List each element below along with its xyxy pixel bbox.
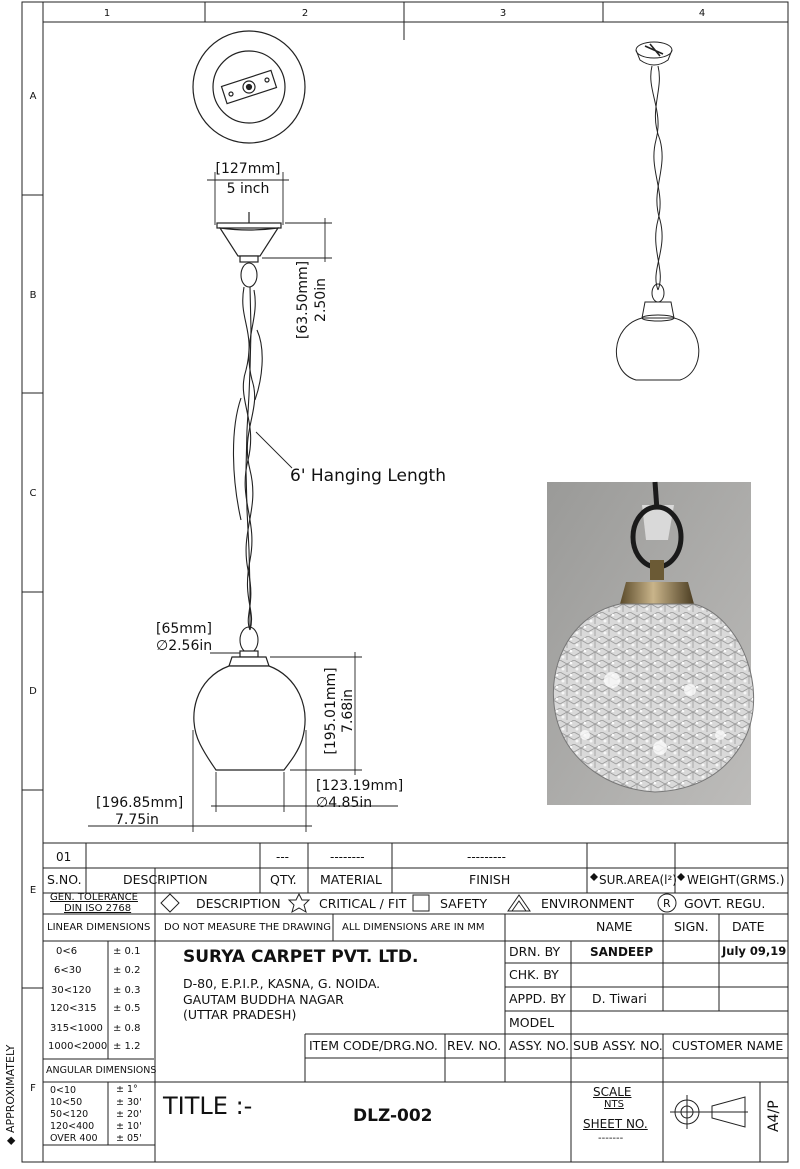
- angular-range: OVER 400: [50, 1133, 98, 1144]
- shade-height-mm: [195.01mm]: [323, 667, 339, 755]
- paper-size: A4/P: [766, 1100, 782, 1132]
- rev-no-header: REV. NO.: [447, 1038, 502, 1053]
- legend-govt-letter: R: [663, 897, 671, 910]
- linear-tol: ± 1.2: [113, 1041, 141, 1052]
- drn-date: July 09,19: [722, 944, 787, 958]
- bottom-dia-mm: [123.19mm]: [316, 778, 404, 794]
- sub-assy-header: SUB ASSY. NO.: [573, 1038, 663, 1053]
- chk-label: CHK. BY: [509, 967, 559, 982]
- header-finish: FINISH: [469, 872, 511, 887]
- legend-critical: CRITICAL / FIT: [319, 896, 407, 911]
- customer-name-header: CUSTOMER NAME: [672, 1038, 784, 1053]
- row01-material: --------: [330, 850, 365, 864]
- header-sur-area: SUR.AREA(l²): [599, 873, 677, 887]
- linear-tol: ± 0.3: [113, 985, 141, 996]
- grid-row-c: C: [29, 488, 37, 499]
- angular-tol: ± 1°: [116, 1084, 138, 1095]
- row01-finish: ---------: [467, 850, 506, 864]
- linear-range: 120<315: [50, 1003, 97, 1014]
- canopy-height-mm: [63.50mm]: [295, 260, 311, 340]
- canopy-width-in: 5 inch: [226, 181, 270, 197]
- linear-tol: ± 0.2: [113, 965, 141, 976]
- row01-qty: ---: [276, 850, 289, 864]
- canopy-top-view: [193, 31, 305, 143]
- grid-row-a: A: [29, 91, 37, 102]
- approximately-note: ◆ APPROXIMATELY: [4, 1044, 17, 1145]
- linear-tol: ± 0.1: [113, 946, 141, 957]
- title-value: DLZ-002: [353, 1106, 433, 1126]
- grid-col-2: 2: [301, 8, 309, 19]
- star-icon: [289, 894, 309, 912]
- weight-diamond-icon: [677, 873, 685, 881]
- company-address-2: GAUTAM BUDDHA NAGAR: [183, 992, 344, 1007]
- sheet-no-value: -------: [598, 1133, 624, 1144]
- hanging-length-leader: [256, 432, 292, 468]
- product-photo: [547, 482, 754, 805]
- legend-safety: SAFETY: [440, 896, 488, 911]
- header-qty: QTY.: [270, 872, 297, 887]
- header-description: DESCRIPTION: [123, 872, 208, 887]
- linear-tol: ± 0.8: [113, 1023, 141, 1034]
- company-address-3: (UTTAR PRADESH): [183, 1007, 297, 1022]
- grid-col-4: 4: [698, 8, 706, 19]
- angular-range: 50<120: [50, 1109, 89, 1120]
- grid-row-d: D: [29, 686, 37, 697]
- row01-sno: 01: [56, 850, 72, 864]
- appd-label: APPD. BY: [509, 991, 566, 1006]
- tolerance-title-1: GEN. TOLERANCE: [50, 892, 138, 903]
- note-measure: DO NOT MEASURE THE DRAWING: [164, 922, 332, 933]
- legend-environment: ENVIRONMENT: [541, 896, 635, 911]
- linear-range: 315<1000: [50, 1023, 103, 1034]
- scale-label: SCALE: [593, 1085, 632, 1099]
- grid-row-b: B: [29, 290, 37, 301]
- signoff-name-header: NAME: [596, 919, 633, 934]
- canopy-height-in: 2.50in: [313, 278, 329, 322]
- appd-name: D. Tiwari: [592, 991, 647, 1006]
- drn-name: SANDEEP: [590, 945, 654, 959]
- projection-symbol-icon: [670, 1095, 748, 1129]
- shade-width-mm: [196.85mm]: [96, 795, 184, 811]
- angular-dimensions-header: ANGULAR DIMENSIONS: [46, 1065, 157, 1076]
- grid-row-e: E: [29, 885, 37, 896]
- diamond-icon: [161, 894, 179, 912]
- canopy-width-mm: [127mm]: [215, 161, 281, 177]
- triangle-icon: [508, 895, 530, 911]
- scale-value: NTS: [604, 1099, 624, 1110]
- linear-range: 6<30: [54, 965, 82, 976]
- linear-dimensions-header: LINEAR DIMENSIONS: [47, 922, 151, 933]
- angular-tol: ± 20': [116, 1109, 142, 1120]
- angular-tol: ± 30': [116, 1097, 142, 1108]
- grid-col-3: 3: [499, 8, 507, 19]
- item-code-header: ITEM CODE/DRG.NO.: [309, 1038, 438, 1053]
- drn-label: DRN. BY: [509, 944, 561, 959]
- angular-range: 10<50: [50, 1097, 83, 1108]
- model-label: MODEL: [509, 1015, 555, 1030]
- canopy-side-view: [217, 212, 281, 262]
- header-weight: WEIGHT(GRMS.): [687, 873, 785, 887]
- chain: [233, 263, 262, 653]
- bottom-dia-in: ∅4.85in: [316, 795, 373, 811]
- header-sno: S.NO.: [47, 872, 82, 887]
- company-name: SURYA CARPET PVT. LTD.: [183, 947, 419, 967]
- linear-tol: ± 0.5: [113, 1003, 141, 1014]
- shade-height-in: 7.68in: [340, 689, 356, 733]
- grid-col-1: 1: [103, 8, 111, 19]
- legend-description: DESCRIPTION: [196, 896, 281, 911]
- grid-row-f: F: [30, 1083, 36, 1094]
- header-material: MATERIAL: [320, 872, 382, 887]
- linear-range: 1000<2000: [48, 1041, 108, 1052]
- sheet-no-label: SHEET NO.: [583, 1117, 648, 1131]
- angular-range: 0<10: [50, 1085, 77, 1096]
- shade-side-view: [194, 651, 305, 770]
- assy-no-header: ASSY. NO.: [509, 1038, 570, 1053]
- isometric-view: [616, 42, 698, 380]
- shade-width-in: 7.75in: [115, 812, 159, 828]
- sur-area-diamond-icon: [590, 873, 598, 881]
- tolerance-title-2: DIN ISO 2768: [64, 903, 132, 914]
- linear-range: 30<120: [51, 985, 92, 996]
- angular-range: 120<400: [50, 1121, 95, 1132]
- linear-range: 0<6: [56, 946, 78, 957]
- angular-tol: ± 10': [116, 1121, 142, 1132]
- square-icon: [413, 895, 429, 911]
- ring-in: ∅2.56in: [156, 638, 213, 654]
- title-label: TITLE :-: [163, 1092, 253, 1120]
- signoff-sign-header: SIGN.: [674, 919, 709, 934]
- signoff-date-header: DATE: [732, 919, 765, 934]
- company-address-1: D-80, E.P.I.P., KASNA, G. NOIDA.: [183, 976, 381, 991]
- note-units: ALL DIMENSIONS ARE IN MM: [342, 922, 485, 933]
- hanging-length-label: 6' Hanging Length: [290, 466, 446, 486]
- legend-govt: GOVT. REGU.: [684, 896, 766, 911]
- canopy-width-dimension: [207, 172, 289, 225]
- ring-mm: [65mm]: [156, 621, 213, 637]
- angular-tol: ± 05': [116, 1133, 142, 1144]
